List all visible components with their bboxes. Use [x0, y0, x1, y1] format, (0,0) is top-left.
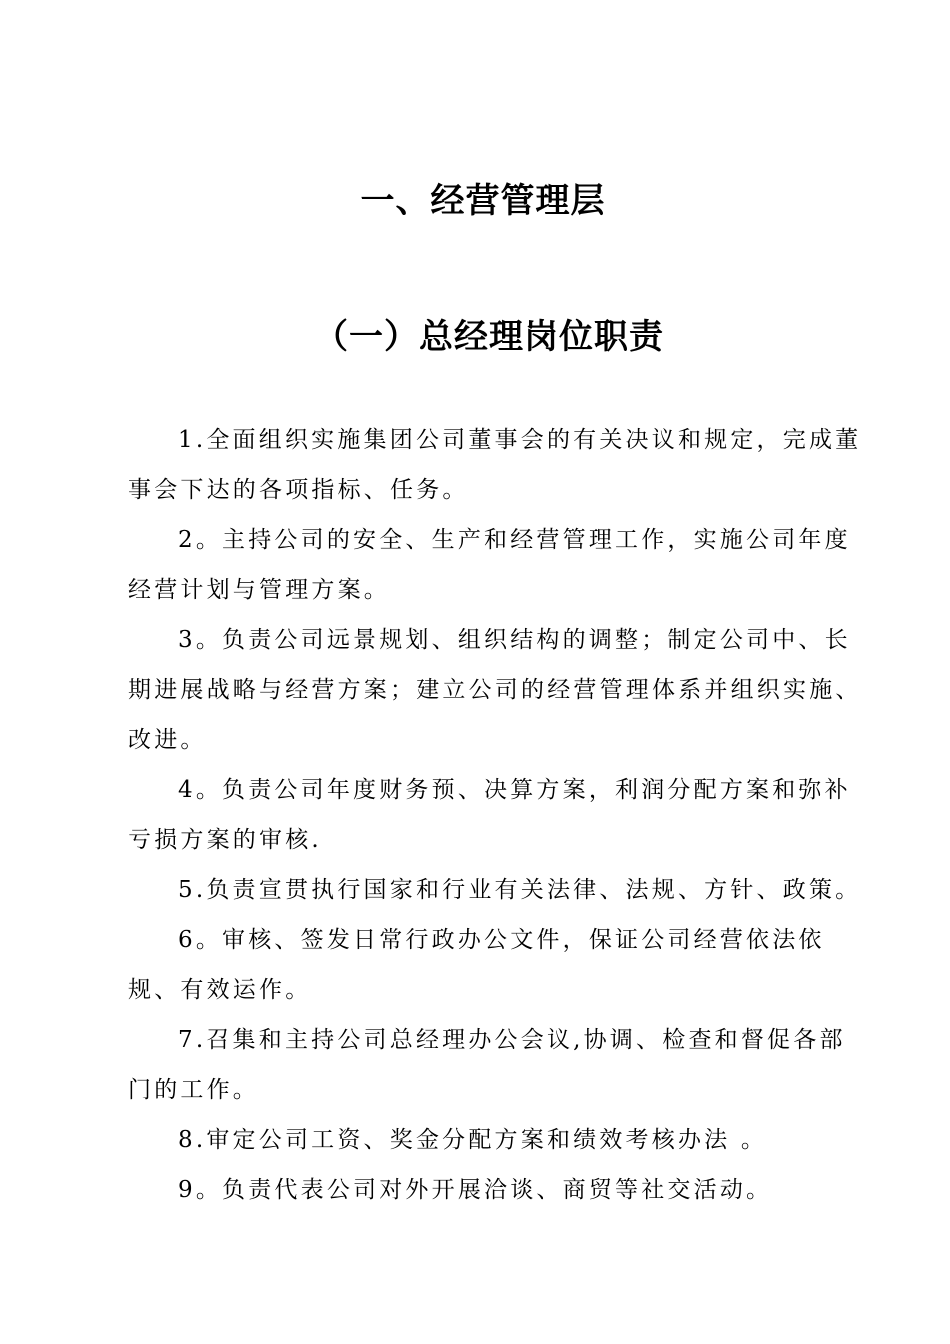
- paragraph-3: 3。负责公司远景规划、组织结构的调整；制定公司中、长期进展战略与经营方案；建立公司的经营管理体系并组织实施、改进。: [128, 627, 862, 753]
- paragraph-7: 7.召集和主持公司总经理办公会议,协调、检查和督促各部门的工作。: [128, 1027, 846, 1103]
- paragraph-1: 1.全面组织实施集团公司董事会的有关决议和规定，完成董事会下达的各项指标、任务。: [128, 427, 862, 503]
- paragraph-2: 2。主持公司的安全、生产和经营管理工作，实施公司年度经营计划与管理方案。: [128, 527, 851, 603]
- chapter-title: 一、经营管理层: [360, 181, 606, 221]
- paragraph-5: 5.负责宣贯执行国家和行业有关法律、法规、方针、政策。: [178, 877, 862, 903]
- paragraph-6: 6。审核、签发日常行政办公文件，保证公司经营依法依规、有效运作。: [128, 927, 825, 1003]
- document-body: [128, 415, 863, 1215]
- paragraph-9: 9。负责代表公司对外开展洽谈、商贸等社交活动。: [178, 1177, 773, 1203]
- section-title: （一）总经理岗位职责: [314, 317, 664, 357]
- paragraph-8: 8.审定公司工资、奖金分配方案和绩效考核办法 。: [178, 1127, 768, 1153]
- paragraph-4: 4。负责公司年度财务预、决算方案，利润分配方案和弥补亏损方案的审核.: [128, 777, 851, 853]
